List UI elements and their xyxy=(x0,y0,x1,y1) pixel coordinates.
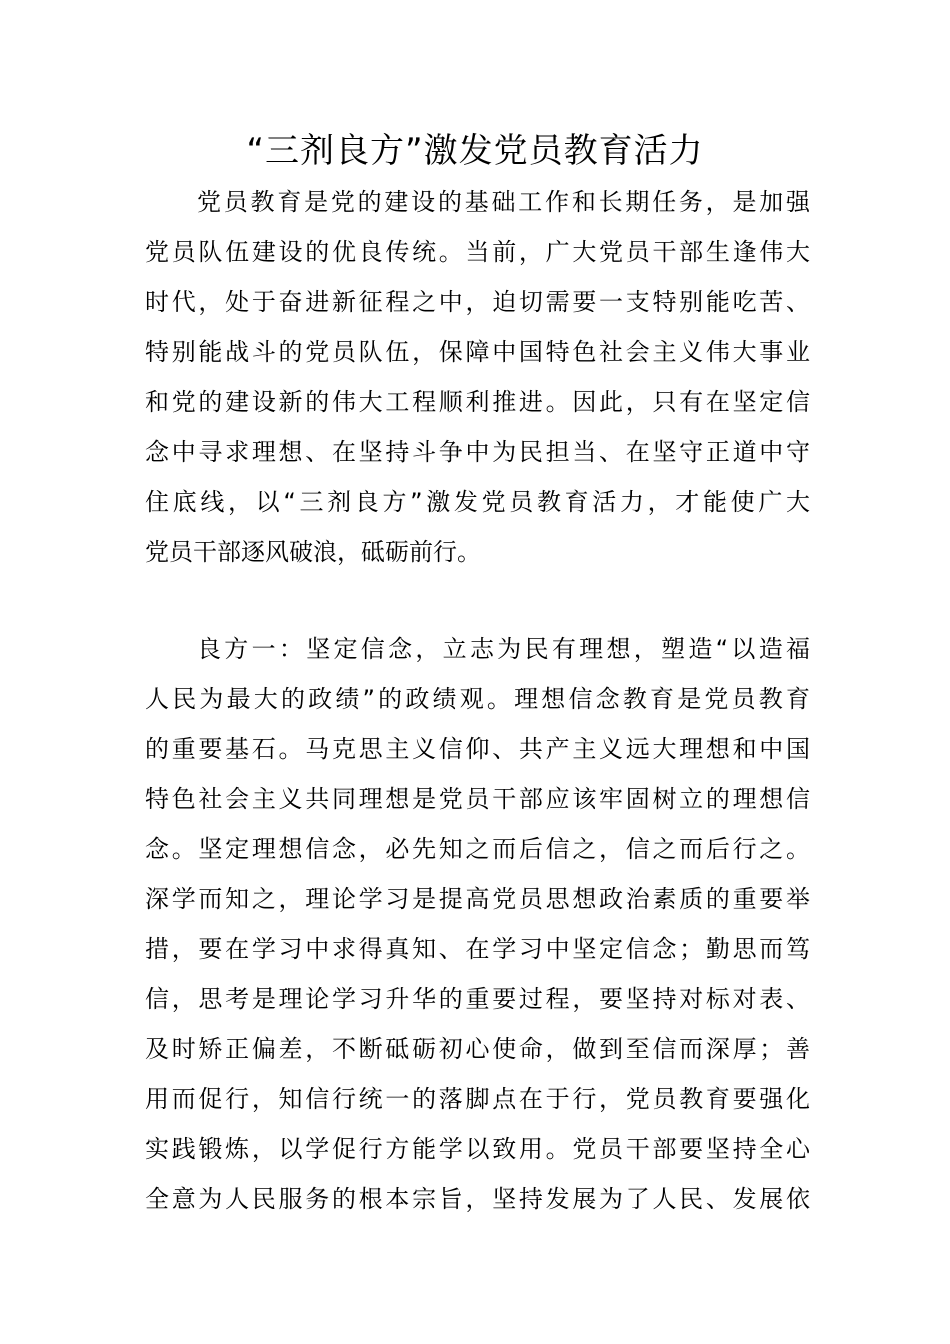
paragraph-line: 的重要基石。马克思主义信仰、共产主义远大理想和中国 xyxy=(145,735,810,763)
paragraph-line: 念中寻求理想、在坚持斗争中为民担当、在坚守正道中守 xyxy=(145,438,810,466)
paragraph-line: 及时矫正偏差，不断砥砺初心使命，做到至信而深厚；善 xyxy=(145,1035,810,1063)
paragraph-line: 住底线，以“三剂良方”激发党员教育活力，才能使广大 xyxy=(145,488,810,516)
paragraph-line: 党员教育是党的建设的基础工作和长期任务，是加强 xyxy=(197,188,810,216)
paragraph-line: 特别能战斗的党员队伍，保障中国特色社会主义伟大事业 xyxy=(145,338,810,366)
paragraph-line: 特色社会主义共同理想是党员干部应该牢固树立的理想信 xyxy=(145,785,810,813)
paragraph-line: 信，思考是理论学习升华的重要过程，要坚持对标对表、 xyxy=(145,985,810,1013)
paragraph-line: 党员干部逐风破浪，砥砺前行。 xyxy=(145,538,481,566)
paragraph-line: 和党的建设新的伟大工程顺利推进。因此，只有在坚定信 xyxy=(145,388,810,416)
paragraph-line: 实践锻炼，以学促行方能学以致用。党员干部要坚持全心 xyxy=(145,1135,810,1163)
paragraph-line: 用而促行，知信行统一的落脚点在于行，党员教育要强化 xyxy=(145,1085,810,1113)
paragraph-line: 念。坚定理想信念，必先知之而后信之，信之而后行之。 xyxy=(145,835,810,863)
paragraph-line: 深学而知之，理论学习是提高党员思想政治素质的重要举 xyxy=(145,885,810,913)
paragraph-line: 全意为人民服务的根本宗旨，坚持发展为了人民、发展依 xyxy=(145,1185,810,1213)
paragraph-remedy-one xyxy=(145,624,810,1224)
document-title: “三剂良方”激发党员教育活力 xyxy=(246,131,704,171)
paragraph-line: 党员队伍建设的优良传统。当前，广大党员干部生逢伟大 xyxy=(145,238,810,266)
paragraph-line: 人民为最大的政绩”的政绩观。理想信念教育是党员教育 xyxy=(145,685,810,713)
paragraph-line: 良方一：坚定信念，立志为民有理想，塑造“以造福 xyxy=(197,635,810,663)
paragraph-line: 措，要在学习中求得真知、在学习中坚定信念；勤思而笃 xyxy=(145,935,810,963)
paragraph-intro xyxy=(145,177,810,577)
paragraph-line: 时代，处于奋进新征程之中，迫切需要一支特别能吃苦、 xyxy=(145,288,810,316)
